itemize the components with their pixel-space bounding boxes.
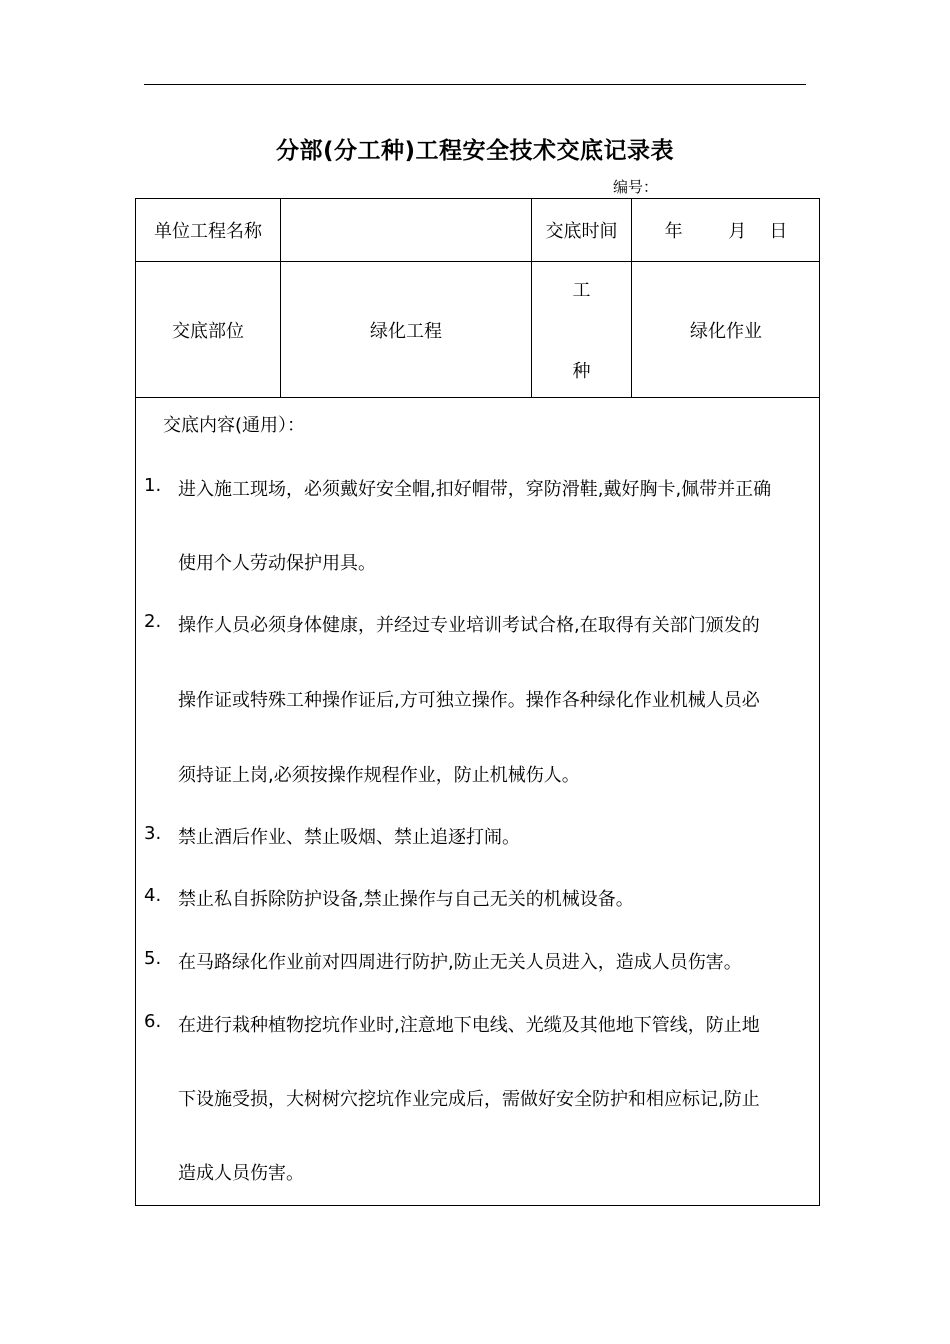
disclosure-table <box>135 198 820 1206</box>
disclosure-time-label: 交底时间 <box>545 221 618 242</box>
project-name-label: 单位工程名称 <box>154 221 262 242</box>
trade-label-char-1: 工 <box>572 280 591 301</box>
item-line: 操作人员必须身体健康，并经过专业培训考试合格,在取得有关部门颁发的 <box>178 615 760 636</box>
item-line: 禁止酒后作业、禁止吸烟、禁止追逐打闹。 <box>178 827 520 848</box>
page-title: 分部(分工种)工程安全技术交底记录表 <box>275 138 675 164</box>
disclosure-part-value[interactable]: 绿化工程 <box>370 320 442 342</box>
row-divider-2 <box>136 397 819 398</box>
item-number: 4. <box>144 885 162 906</box>
item-line: 在进行栽种植物挖坑作业时,注意地下电线、光缆及其他地下管线，防止地 <box>178 1015 760 1036</box>
header-rule <box>144 84 806 85</box>
item-line: 操作证或特殊工种操作证后,方可独立操作。操作各种绿化作业机械人员必 <box>178 690 760 711</box>
disclosure-time-value[interactable]: 年 月 日 <box>664 221 788 242</box>
trade-label-char-2: 种 <box>572 361 591 382</box>
serial-number-label: 编号： <box>613 178 659 196</box>
item-line: 造成人员伤害。 <box>178 1163 304 1184</box>
item-line: 使用个人劳动保护用具。 <box>178 553 376 574</box>
item-line: 下设施受损，大树树穴挖坑作业完成后，需做好安全防护和相应标记,防止 <box>178 1089 760 1110</box>
item-number: 3. <box>144 823 162 844</box>
trade-label <box>532 262 631 397</box>
item-line: 在马路绿化作业前对四周进行防护,防止无关人员进入，造成人员伤害。 <box>178 952 742 973</box>
item-number: 5. <box>144 948 162 969</box>
item-number: 1. <box>144 475 162 496</box>
item-line: 禁止私自拆除防护设备,禁止操作与自己无关的机械设备。 <box>178 889 634 910</box>
item-line: 进入施工现场，必须戴好安全帽,扣好帽带，穿防滑鞋,戴好胸卡,佩带并正确 <box>178 479 772 500</box>
project-name-value[interactable] <box>281 199 531 261</box>
item-line: 须持证上岗,必须按操作规程作业，防止机械伤人。 <box>178 765 580 786</box>
trade-value[interactable]: 绿化作业 <box>690 320 762 342</box>
item-number: 6. <box>144 1011 162 1032</box>
item-number: 2. <box>144 611 162 632</box>
content-heading: 交底内容(通用）： <box>163 415 306 436</box>
disclosure-part-label: 交底部位 <box>172 320 244 342</box>
